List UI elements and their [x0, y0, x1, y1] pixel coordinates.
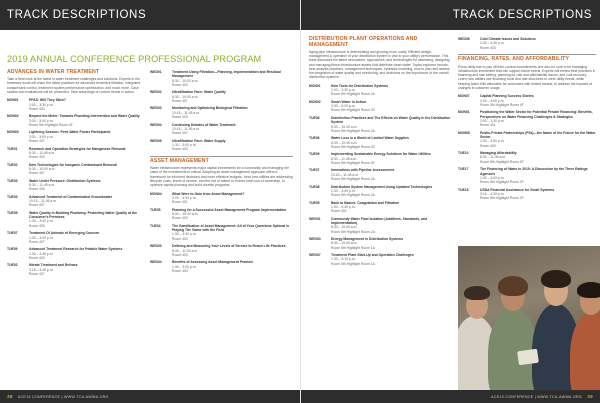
session-info: [480, 110, 596, 127]
session-item: [150, 139, 293, 152]
session-title: Treatment Using Filtration—Planning, Implementation and Residual Management: [172, 70, 281, 79]
session-info: [172, 139, 293, 152]
session-item: [309, 100, 451, 113]
session-time: 8:30 – 10:45 a.m.: [331, 124, 358, 129]
session-time: 8:30 – 11:45 a.m.: [29, 150, 56, 155]
session-info: [29, 179, 145, 192]
session-time: 1:30 – 4:30 p.m.: [480, 41, 505, 46]
session-code: WED03: [150, 106, 162, 111]
session-room: Room 405: [29, 187, 45, 192]
session-title: Water Under Pressure: Distribution Systems: [29, 178, 101, 183]
session-time: 2:00 – 4:00 p.m.: [480, 98, 505, 103]
session-item: [150, 224, 293, 241]
session-code: WED04: [150, 260, 162, 265]
session-room: Room 5th Highlight Room 2A: [331, 92, 375, 97]
session-code: TUE06: [309, 136, 320, 141]
session-room: Room 407: [29, 139, 45, 144]
session-item: [150, 106, 293, 119]
session-item: [150, 70, 293, 87]
session-info: [29, 195, 145, 208]
footer-text: ACE19 CONFERENCE | WWW.TCA-AWWA.ORG: [491, 395, 582, 399]
section-title: FINANCING, RATES, AND AFFORDABILITY: [458, 56, 570, 63]
session-code: TUE05: [150, 207, 161, 212]
session-time: 1:30 – 3:00 p.m.: [172, 142, 197, 147]
session-room: Room 5th Highlight Room 1A: [331, 245, 375, 250]
session-room: Room 403: [172, 252, 188, 257]
session-title: Cold Climate Issues and Solutions: [480, 37, 536, 41]
session-code: MON04: [150, 191, 162, 196]
footer-text: ACE19 CONFERENCE | WWW.TCA-AWWA.ORG: [17, 395, 109, 399]
session-info: [29, 98, 145, 111]
session-time: 8:30 – 10:00 a.m.: [172, 94, 199, 99]
session-item: [7, 163, 145, 176]
session-time: 8:30 – 10:45 a.m.: [331, 140, 358, 145]
session-title: Capital Planning Success Stories: [480, 94, 534, 99]
session-code: WED02: [150, 90, 162, 95]
section-divider: [150, 156, 293, 157]
session-room: Room 401: [480, 123, 496, 128]
session-code: TUE03: [7, 178, 18, 183]
session-item: [309, 217, 451, 234]
section-description: Every utility has to pay off their current commitments and also be sure to be managing infrastructure investment that can support future needs. Experts will review best practices in financing and rate setting, planning for rate and affordability issues, and cost recovery. Learn how utilities use financing tools and rate structures to meet utility needs, while keeping water bills affordable for customers with limited means, to address the impacts of changes in customer usage.: [458, 64, 596, 91]
page-title: 2019 ANNUAL CONFERENCE PROFESSIONAL PROGRAM: [7, 54, 262, 64]
session-code: TUE09: [7, 247, 18, 252]
session-info: [172, 244, 293, 257]
page-header: TRACK DESCRIPTIONS: [0, 0, 300, 30]
session-code: TUE07: [7, 231, 18, 236]
session-item: [150, 208, 293, 221]
column-financing: [458, 37, 596, 204]
session-room: Room 403: [172, 268, 188, 273]
session-info: [331, 168, 451, 181]
session-item: [7, 147, 145, 160]
session-info: [172, 192, 293, 205]
section-description: Take a fresh look at the latest in water treatment challenges and solutions. Experts in the treatment world will share the latest practices for advanced treatment filtration, integrated contaminant control, treatment system performance optimization, and much more. Case studies and evaluations will be presented. Take advantage of current trends in action.: [7, 77, 141, 94]
session-item: [309, 116, 451, 133]
session-title: Advanced Treatment of Contaminated Groundwater: [29, 194, 113, 199]
session-title: Implementing Sustainable Energy Solutions for Water Utilities: [331, 152, 431, 157]
session-code: WED05: [150, 138, 162, 143]
session-time: 2:00 – 3:30 p.m.: [480, 119, 505, 124]
session-item: [458, 188, 596, 201]
session-item: [458, 131, 596, 148]
session-info: [172, 70, 293, 87]
section-divider: [458, 54, 596, 55]
attendees-photo: [458, 246, 600, 390]
session-item: [309, 84, 451, 97]
session-time: 1:30 – 4:45 p.m.: [331, 188, 356, 193]
session-info: [331, 185, 451, 198]
session-code: TUE18: [458, 187, 469, 192]
session-title: Back to Basics: Coagulation and Filtration: [331, 200, 400, 205]
session-room: Room 5th Highlight Room 2C: [331, 144, 376, 149]
session-item: [309, 253, 451, 266]
session-title: USDA Financial Assistance for Small Systems: [480, 187, 555, 192]
session-title: New Tools for Distribution Systems: [331, 83, 389, 88]
session-time: 1:30 – 3:00 p.m.: [172, 264, 197, 269]
session-item: [150, 244, 293, 257]
session-info: [172, 224, 293, 241]
session-code: TUE02: [7, 263, 18, 268]
session-title: Ultrafiltration Face: Water Quality: [172, 90, 226, 95]
session-info: [29, 130, 145, 143]
column-asset-management: [150, 70, 293, 276]
session-info: [29, 114, 145, 127]
page-number: 38: [7, 394, 13, 399]
session-time: 1:30 – 3:30 p.m.: [172, 232, 197, 237]
session-info: [331, 253, 451, 266]
session-room: Room 403: [172, 236, 188, 241]
section-description: Aging pipe infrastructure is deteriorating and growing more costly. Efficient design, management & operation of your distribution system is vital to your utility's performance. This track discusses the latest innovations, approaches, and technologies for assessing, designing, and managing these infrastructure assets that distribute clean water. Topics explored include: best analysis practices, management techniques, hydraulic modeling, how to plan and assess the integration of water quality and monitoring, and decisions on the importance of the overall distribution systems.: [309, 49, 451, 80]
session-time: 8:30 – 10:00 a.m.: [172, 212, 199, 217]
session-time: 3:15 – 4:45 p.m.: [29, 267, 54, 272]
session-title: Research and Operation Strategies for Manganese Removal: [29, 146, 126, 151]
session-code: MON02: [7, 114, 19, 119]
session-info: [331, 237, 451, 250]
session-code: MON08: [458, 130, 470, 135]
session-code: MON02: [309, 99, 321, 104]
session-item: [7, 114, 145, 127]
session-time: 3:30 – 5:00 p.m.: [331, 104, 356, 109]
page-footer: [301, 390, 600, 403]
session-title: Benefits of Assessing Asset Management Practice: [172, 260, 254, 265]
session-room: Room 402: [331, 209, 347, 214]
session-item: [7, 211, 145, 228]
session-item: [458, 167, 596, 184]
session-title: Managing Affordability: [480, 151, 517, 156]
session-room: Room 403: [172, 216, 188, 221]
session-time: 8:30 – 10:00 a.m.: [331, 225, 358, 230]
page-number: 39: [587, 394, 593, 399]
session-item: [309, 168, 451, 181]
session-code: TUE05: [309, 200, 320, 205]
session-title: Defining and Measuring Your Levels of Service to Reach Life Practices: [172, 244, 286, 249]
session-title: Continuing Debates of Water Treatment: [172, 122, 236, 127]
session-info: [172, 90, 293, 103]
session-room: Room 407: [172, 98, 188, 103]
session-room: Room 403: [172, 115, 188, 120]
session-title: Public-Private Partnerships (P3s)—the Name of the Future for the Water Sector: [480, 130, 596, 140]
session-code: TUE34: [150, 223, 161, 228]
session-time: 8:30 – 11:00 a.m.: [172, 248, 199, 253]
session-time: 1:30 – 4:45 p.m.: [29, 251, 54, 256]
session-code: WED03: [309, 237, 321, 242]
session-title: Community Water Flow Isolation (Additives, Standards, and Implementation): [331, 216, 428, 225]
session-item: [309, 237, 451, 250]
session-info: [331, 217, 451, 234]
session-item: [7, 195, 145, 208]
session-info: [172, 208, 293, 221]
session-title: Treatment Of Animals of Emerging Concern: [29, 231, 100, 236]
session-info: [480, 188, 596, 201]
session-room: Room 5th Highlight Room 2F: [480, 180, 524, 185]
session-title: Ultrafiltration Face: Water Supply: [172, 138, 226, 143]
session-code: TUE05: [7, 210, 18, 215]
session-room: Room 403: [172, 147, 188, 152]
session-room: Room 5th Highlight Room 2A: [331, 193, 375, 198]
session-code: WED07: [309, 253, 321, 258]
section-title: ADVANCES IN WATER TREATMENT: [7, 69, 100, 75]
session-code: MON01: [7, 98, 19, 103]
session-info: [480, 37, 596, 50]
session-info: [172, 123, 293, 136]
session-code: WED04: [150, 122, 162, 127]
session-time: 3:15 – 4:30 p.m.: [480, 191, 505, 196]
session-room: Room 5th Highlight Room 4F: [331, 160, 375, 165]
column-distribution: [309, 37, 451, 269]
column-water-treatment: [7, 70, 145, 279]
session-code: MON01: [309, 83, 321, 88]
session-title: Planning for a Successful Asset Management Program Implementation: [172, 207, 287, 212]
session-code: TUE08: [309, 184, 320, 189]
session-item: [7, 98, 145, 111]
session-code: TUE07: [309, 168, 320, 173]
session-time: 8:30 – 11:45 a.m.: [480, 155, 507, 160]
session-item: [7, 263, 145, 276]
session-item: [150, 260, 293, 273]
session-info: [29, 163, 145, 176]
session-room: Room 407: [29, 203, 45, 208]
session-item: [458, 37, 596, 50]
session-info: [331, 100, 451, 113]
session-time: 1:30 – 3:15 p.m.: [331, 257, 356, 262]
session-code: MON07: [458, 94, 470, 99]
session-room: Room 401: [172, 200, 188, 205]
session-info: [331, 136, 451, 149]
session-code: TUE06: [309, 115, 320, 120]
session-time: 1:30 – 3:00 p.m.: [29, 219, 54, 224]
session-room: Room 5th Highlight Room 2A: [331, 128, 375, 133]
session-item: [458, 151, 596, 164]
session-info: [480, 151, 596, 164]
session-item: [7, 179, 145, 192]
session-code: TUE03: [7, 194, 18, 199]
session-time: 10:15 – 11:45 a.m.: [29, 199, 58, 204]
session-item: [7, 247, 145, 260]
session-title: Advanced Treatment Research for Potable Water Systems: [29, 247, 123, 252]
session-time: 2:00 – 4:00 p.m.: [172, 195, 197, 200]
session-time: 8:30 – 10:00 a.m.: [331, 241, 358, 246]
session-room: Room 5th Highlight Room 2F: [480, 159, 524, 164]
session-time: 3:30 – 5:00 p.m.: [29, 118, 54, 123]
session-time: 8:30 – 10:00 a.m.: [172, 78, 199, 83]
session-item: [458, 110, 596, 127]
session-code: WED01: [309, 216, 321, 221]
session-info: [29, 211, 145, 228]
session-code: MON03: [7, 130, 19, 135]
section-title: ASSET MANAGEMENT: [150, 158, 209, 165]
session-code: TUE10: [458, 151, 469, 156]
session-title: Distribution System Management Using Updated Technologies: [331, 184, 433, 189]
session-title: The Gamification of Asset Management: All of Your Questions Optimal Is Playing The Game with the Field: [172, 223, 289, 233]
session-room: Room 403: [29, 255, 45, 260]
session-code: MON01: [458, 110, 470, 115]
session-title: PFAS: Will They Stick?: [29, 98, 66, 103]
session-item: [309, 152, 451, 165]
session-item: [150, 90, 293, 103]
session-info: [172, 106, 293, 119]
session-room: Room 5th Highlight Room 2A: [331, 229, 375, 234]
session-time: 2:00 – 3:30 p.m.: [29, 102, 54, 107]
session-room: Room 403: [29, 106, 45, 111]
session-code: TUE02: [7, 162, 18, 167]
section-title: DISTRIBUTION PLANT OPERATIONS AND MANAGEMENT: [309, 36, 418, 48]
session-title: Nitrate Treatment and Release: [29, 263, 78, 268]
session-info: [172, 260, 293, 273]
session-info: [331, 152, 451, 165]
session-info: [331, 84, 451, 97]
session-item: [309, 136, 451, 149]
session-room: Room 5th Highlight Room 2F: [480, 196, 524, 201]
session-code: TUE09: [309, 152, 320, 157]
session-title: The Financing of Water in 2019: A Discussion by the Three Ratings Agencies: [480, 167, 588, 176]
session-time: 1:30 – 3:00 p.m.: [480, 139, 505, 144]
session-info: [29, 263, 145, 276]
session-info: [29, 231, 145, 244]
session-room: Room 5th Highlight Room 4F: [480, 102, 524, 107]
session-time: 8:30 – 11:45 a.m.: [29, 182, 56, 187]
session-time: 1:30 – 4:30 p.m.: [331, 204, 356, 209]
session-item: [7, 130, 145, 143]
session-time: 10:15 – 11:45 a.m.: [331, 172, 360, 177]
session-item: [309, 201, 451, 214]
session-info: [480, 94, 596, 107]
session-info: [480, 131, 596, 148]
session-time: 1:30 – 3:00 p.m.: [29, 235, 54, 240]
section-description: Water infrastructure represents major capital investments for a community and managing the value of the investments is critical. Adopting an asset management approach offers a framework for informed decisions and more effective budgets. Hear how utilities are addressing lifecycle costs, levels of service, and the risk of failure to reduce total cost of ownership, to optimize capital planning and build durable programs.: [150, 166, 293, 188]
session-info: [29, 247, 145, 260]
session-title: Water Loss in a World of Limited Water Supplies: [331, 136, 409, 141]
session-title: Disinfection Practices and The Effects on Water Quality in the Distribution System: [331, 115, 451, 125]
session-room: Room 403: [480, 143, 496, 148]
session-title: Beyond the Meter: Towards Plumbing Intervention and Water Quality: [29, 114, 140, 119]
session-room: Room 407: [29, 239, 45, 244]
session-title: What Were to Gain from Asset Management?: [172, 191, 245, 196]
session-code: TUE17: [458, 167, 469, 172]
session-room: Room 403: [172, 82, 188, 87]
session-title: Lightning Session: Peek Water Poster Participants: [29, 130, 111, 135]
session-item: [309, 185, 451, 198]
session-time: 3:30 – 5:00 p.m.: [29, 134, 54, 139]
session-info: [480, 167, 596, 184]
session-item: [150, 192, 293, 205]
session-room: Room 407: [29, 271, 45, 276]
page-header: TRACK DESCRIPTIONS: [301, 0, 600, 30]
page-footer: [0, 390, 300, 403]
session-room: Room 5th Highlight Room 2A: [331, 177, 375, 182]
session-code: WED03: [150, 244, 162, 249]
session-room: Room 407: [172, 131, 188, 136]
session-time: 8:30 – 11:45 a.m.: [331, 156, 358, 161]
session-code: TUE01: [7, 146, 18, 151]
session-code: WED08: [458, 37, 470, 41]
session-info: [29, 147, 145, 160]
session-room: Room 5th Highlight Room 2C: [331, 108, 376, 113]
session-room: Room 407: [29, 171, 45, 176]
session-time: 2:00 – 3:30 p.m.: [331, 88, 356, 93]
session-info: [331, 201, 451, 214]
session-room: Room 403: [29, 223, 45, 228]
session-item: [150, 123, 293, 136]
session-title: Water Quality in Building Plumbing: Protecting Water Quality at the Consumer's Premises: [29, 210, 138, 220]
session-time: 8:30 – 10:00 a.m.: [29, 166, 56, 171]
session-room: Room 403: [29, 155, 45, 160]
session-title: Smart Water in Action: [331, 99, 367, 104]
session-room: Room 5th Highlight Room 4F: [29, 122, 73, 127]
session-title: New Technologies for Inorganic Contaminant Removal: [29, 162, 117, 167]
session-room: Room 403: [480, 45, 496, 50]
session-info: [331, 116, 451, 133]
session-title: Treatment Plant Start-Up and Operation Challenges: [331, 253, 414, 258]
session-item: [7, 231, 145, 244]
session-time: 1:30 – 3:00 p.m.: [480, 175, 505, 180]
session-title: Energy Management in Distribution Systems: [331, 237, 403, 242]
session-room: Room 5th Highlight Room 1A: [331, 261, 375, 266]
session-item: [458, 94, 596, 107]
session-time: 10:15 – 11:45 a.m.: [172, 110, 201, 115]
session-title: Positioning the Water Sector for Potential Private Financing: Benefits, Perspectives on Water Financing Challenges & Strategies: [480, 110, 593, 119]
session-title: Monitoring and Optimizing Biological Filtration: [172, 106, 248, 111]
session-title: Innovations with Pipeline Assessments: [331, 168, 395, 173]
session-code: WED01: [150, 70, 162, 74]
session-time: 10:15 – 11:45 a.m.: [172, 126, 201, 131]
